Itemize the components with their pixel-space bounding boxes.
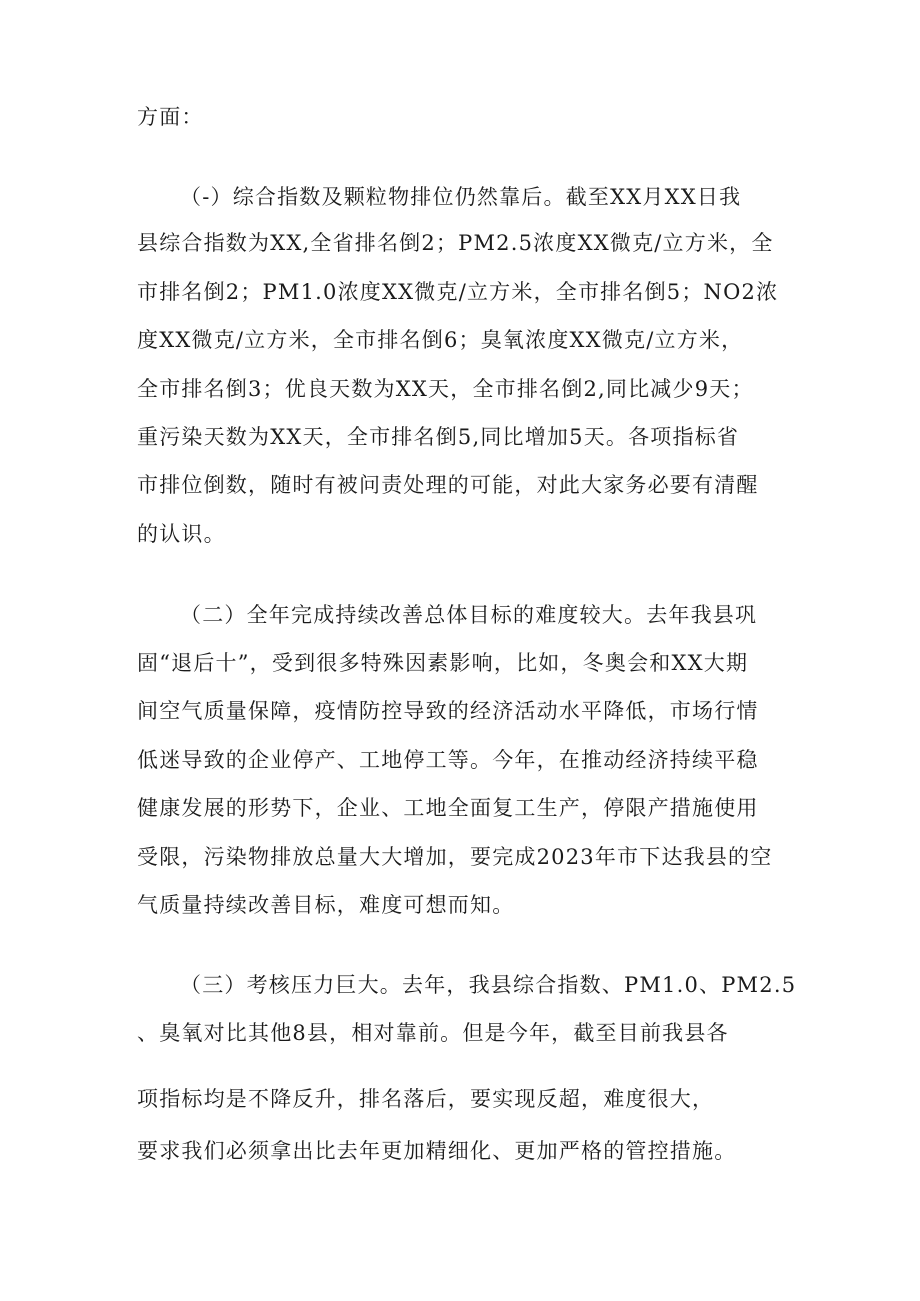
text-line: 全市排名倒3；优良天数为XX天，全市排名倒2,同比减少9天； xyxy=(137,377,754,401)
text-line: 方面： xyxy=(137,105,204,129)
text-line: （三）考核压力巨大。去年，我县综合指数、PM1.0、PM2.5 xyxy=(180,973,797,997)
text-line: 市排名倒2；PM1.0浓度XX微克/立方米，全市排名倒5；NO2浓 xyxy=(137,280,779,304)
text-line: 项指标均是不降反升，排名落后，要实现反超，难度很大， xyxy=(137,1087,715,1111)
text-line: 受限，污染物排放总量大大增加，要完成2023年市下达我县的空 xyxy=(137,845,773,869)
text-line: 度XX微克/立方米，全市排名倒6；臭氧浓度XX微克/立方米， xyxy=(137,328,744,352)
text-line: 市排位倒数，随时有被问责处理的可能，对此大家务必要有清醒 xyxy=(137,473,759,497)
text-line: （二）全年完成持续改善总体目标的难度较大。去年我县巩 xyxy=(180,603,758,627)
text-line: 县综合指数为XX,全省排名倒2；PM2.5浓度XX微克/立方米，全 xyxy=(137,231,774,255)
text-line: （-）综合指数及颗粒物排位仍然靠后。截至XX月XX日我 xyxy=(180,185,742,209)
text-line: 的认识。 xyxy=(137,522,226,546)
text-line: 重污染天数为XX天，全市排名倒5,同比增加5天。各项指标省 xyxy=(137,425,740,449)
text-line: 健康发展的形势下，企业、工地全面复工生产，停限产措施使用 xyxy=(137,796,759,820)
text-line: 低迷导致的企业停产、工地停工等。今年，在推动经济持续平稳 xyxy=(137,748,759,772)
text-line: 、臭氧对比其他8县，相对靠前。但是今年，截至目前我县各 xyxy=(137,1021,729,1045)
text-line: 要求我们必须拿出比去年更加精细化、更加严格的管控措施。 xyxy=(137,1139,737,1163)
text-line: 固“退后十”，受到很多特殊因素影响，比如，冬奥会和XX大期 xyxy=(137,651,749,675)
text-line: 气质量持续改善目标，难度可想而知。 xyxy=(137,893,515,917)
text-line: 间空气质量保障，疫情防控导致的经济活动水平降低，市场行情 xyxy=(137,699,759,723)
